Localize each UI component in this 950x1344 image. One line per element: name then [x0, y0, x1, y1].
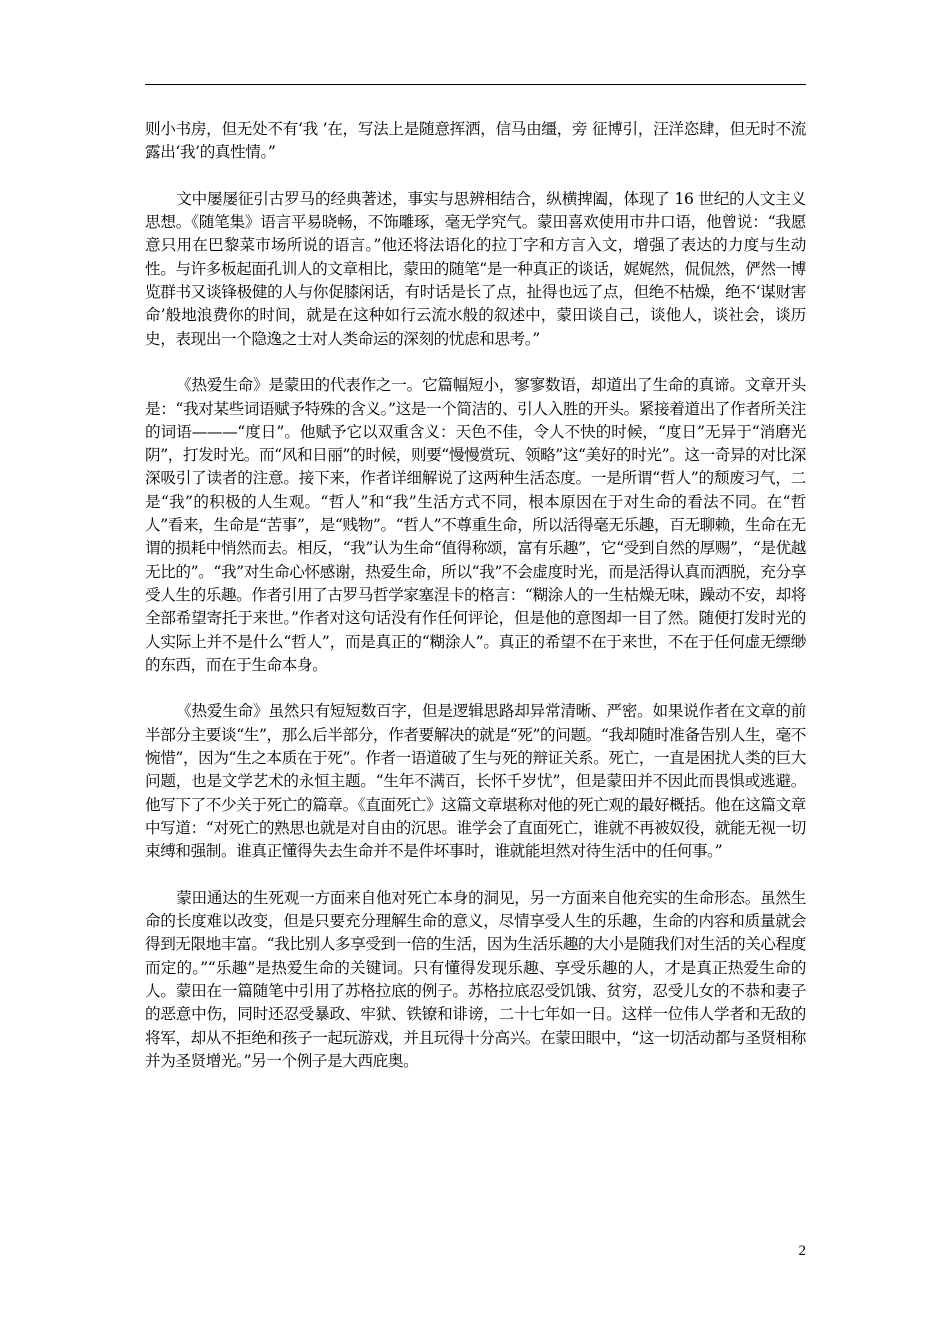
header-rule — [145, 84, 806, 85]
document-body — [145, 118, 806, 1073]
paragraph-2: 文中屡屡征引古罗马的经典著述，事实与思辨相结合，纵横捭阖，体现了 16 世纪的人文主义思想。《随笔集》语言平易晓畅，不饰雕琢，毫无学究气。蒙田喜欢使用市井口语，他曾说：“我愿意只用在巴黎菜市场所说的语言。”他还将法语化的拉丁字和方言入文，增强了表达的力度与生动性。与许多板起面孔训人的文章相比，蒙田的随笔“是一种真正的谈话，娓娓然，侃侃然，俨然一博览群书又谈锋极健的人与你促膝闲话，有时话是长了点，扯得也远了点，但绝不枯燥，绝不‘谋财害命’般地浪费你的时间，就是在这种如行云流水般的叙述中，蒙田谈自己，谈他人，谈社会，谈历史，表现出一个隐逸之士对人类命运的深刻的忧虑和思考。” — [145, 189, 806, 348]
page-number: 2 — [798, 1243, 806, 1259]
paragraph-4: 《热爱生命》虽然只有短短数百字，但是逻辑思路却异常清晰、严密。如果说作者在文章的前半部分主要谈“生”，那么后半部分，作者要解决的就是“死”的问题。“我却随时准备告别人生，毫不惋惜”，因为“生之本质在于死”。作者一语道破了生与死的辩证关系。死亡，一直是困扰人类的巨大问题，也是文学艺术的永恒主题。“生年不满百，长怀千岁忧”，但是蒙田并不因此而畏惧或逃避。他写下了不少关于死亡的篇章。《直面死亡》这篇文章堪称对他的死亡观的最好概括。他在这篇文章中写道：“对死亡的熟思也就是对自由的沉思。谁学会了直面死亡，谁就不再被奴役，就能无视一切束缚和强制。谁真正懂得失去生命并不是件坏事时，谁就能坦然对待生活中的任何事。” — [145, 702, 806, 861]
paragraph-1: 则小书房，但无处不有‘我 ’在，写法上是随意挥洒，信马由缰，旁 征博引，汪洋恣肆，但无时不流露出‘我’的真性情。” — [145, 120, 806, 162]
paragraph-3: 《热爱生命》是蒙田的代表作之一。它篇幅短小，寥寥数语，却道出了生命的真谛。文章开头是：“我对某些词语赋予特殊的含义。”这是一个简洁的、引人入胜的开头。紧接着道出了作者所关注的词语———“度日”。他赋予它以双重含义：天色不佳，令人不快的时候，“度日”无异于“消磨光阴”，打发时光。而“风和日丽”的时候，则要“慢慢赏玩、领略”这“美好的时光”。这一奇异的对比深深吸引了读者的注意。接下来，作者详细解说了这两种生活态度。一是所谓“哲人”的颓废习气，二是“我”的积极的人生观。“哲人”和“我”生活方式不同，根本原因在于对生命的看法不同。在“哲人”看来，生命是“苦事”，是“贱物”。“哲人”不尊重生命，所以活得毫无乐趣，百无聊赖，生命在无谓的损耗中悄然而去。相反，“我”认为生命“值得称颂，富有乐趣”，它“受到自然的厚赐”，“是优越无比的”。“我”对生命心怀感谢，热爱生命，所以“我”不会虚度时光，而是活得认真而洒脱，充分享受人生的乐趣。作者引用了古罗马哲学家塞涅卡的格言：“糊涂人的一生枯燥无味，躁动不安，却将全部希望寄托于来世。”作者对这句话没有作任何评论，但是他的意图却一目了然。随便打发时光的人实际上并不是什么“哲人”，而是真正的“糊涂人”。真正的希望不在于来世，不在于任何虚无缥缈的东西，而在于生命本身。 — [145, 376, 806, 674]
paragraph-5: 蒙田通达的生死观一方面来自他对死亡本身的洞见，另一方面来自他充实的生命形态。虽然生命的长度难以改变，但是只要充分理解生命的意义，尽情享受人生的乐趣，生命的内容和质量就会得到无限地丰富。“我比别人多享受到一倍的生活，因为生活乐趣的大小是随我们对生活的关心程度而定的。”“乐趣”是热爱生命的关键词。只有懂得发现乐趣、享受乐趣的人，才是真正热爱生命的人。蒙田在一篇随笔中引用了苏格拉底的例子。苏格拉底忍受饥饿、贫穷，忍受儿女的不恭和妻子的恶意中伤，同时还忍受暴政、牢狱、铁镣和诽谤，二十七年如一日。这样一位伟人学者和无敌的将军，却从不拒绝和孩子一起玩游戏，并且玩得十分高兴。在蒙田眼中，“这一切活动都与圣贤相称并为圣贤增光。”另一个例子是大西庇奥。 — [145, 888, 806, 1070]
